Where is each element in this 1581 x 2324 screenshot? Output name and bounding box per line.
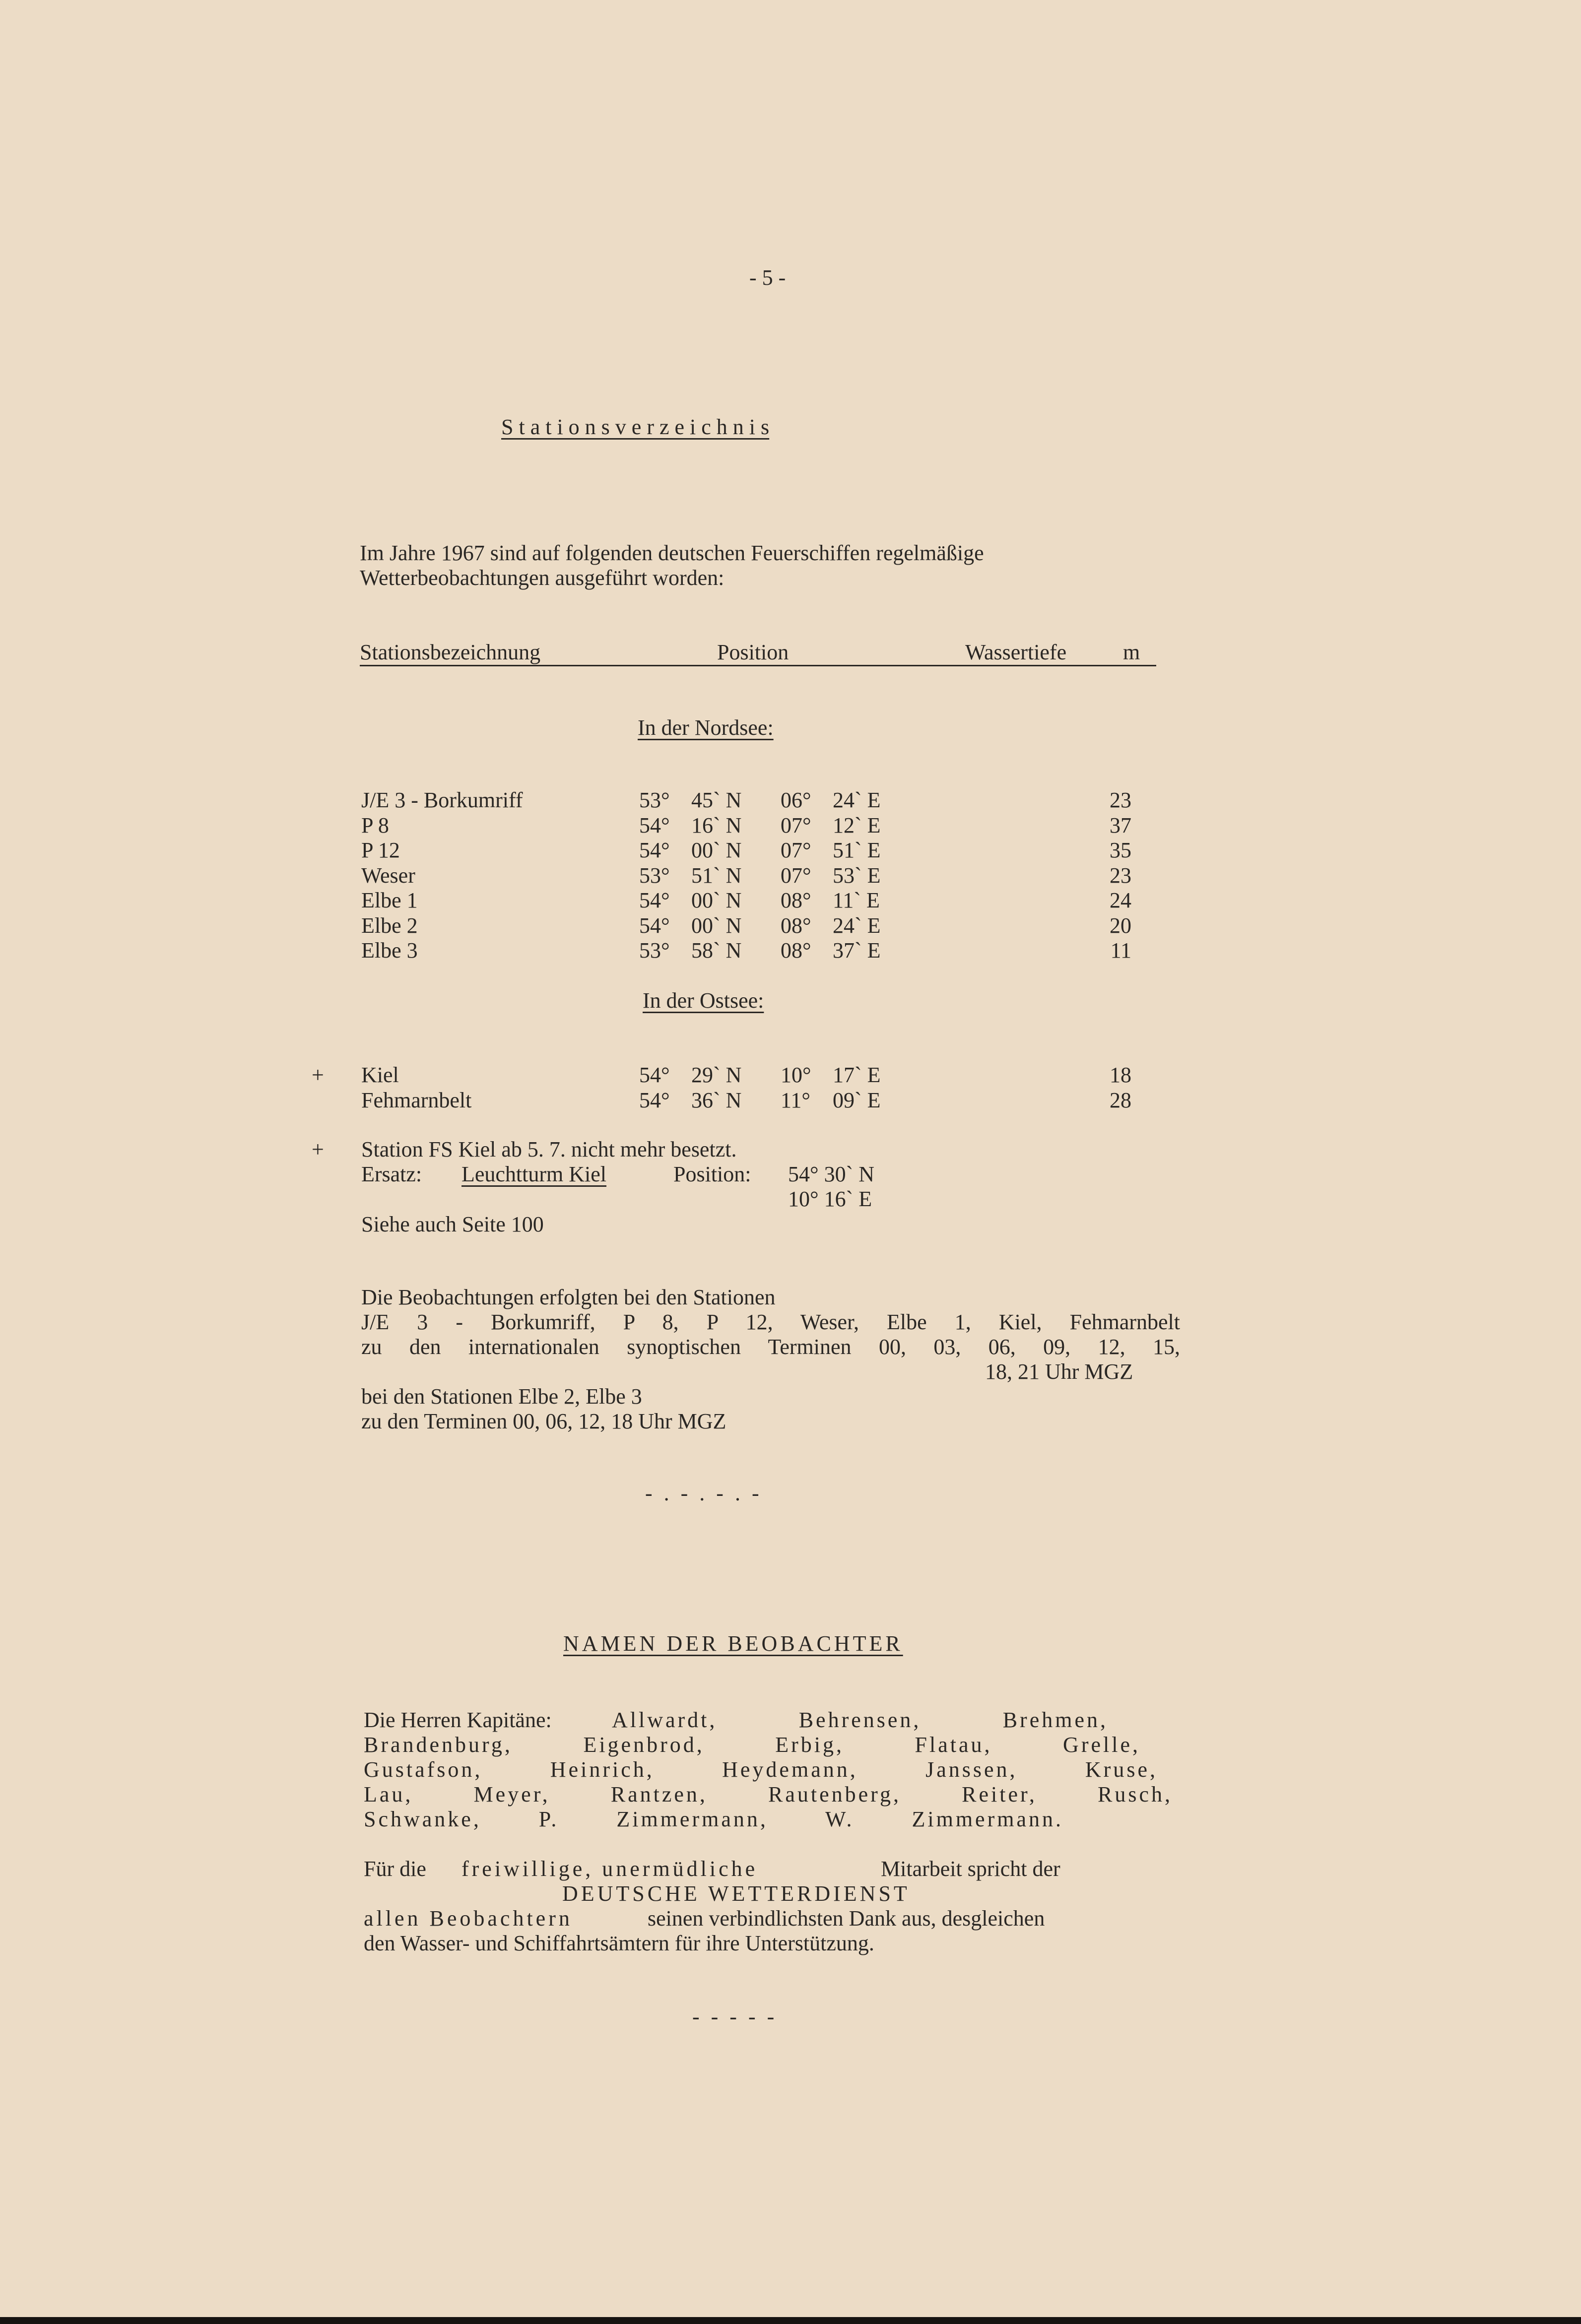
lat-minutes: 45` N bbox=[691, 788, 742, 812]
names-line-1: Allwardt, Behrensen, Brehmen, bbox=[612, 1708, 1108, 1732]
observations-line-6: zu den Terminen 00, 06, 12, 18 Uhr MGZ bbox=[361, 1409, 726, 1433]
note-ersatz-label: Ersatz: bbox=[361, 1162, 422, 1186]
table-row bbox=[0, 863, 1581, 888]
table-row bbox=[0, 1088, 1581, 1113]
lat-minutes: 36` N bbox=[691, 1088, 742, 1112]
thanks-line-3a: allen Beobachtern bbox=[364, 1906, 573, 1931]
lon-minutes: 37` E bbox=[833, 938, 881, 963]
lon-minutes: 12` E bbox=[833, 813, 881, 838]
note-pos-lat: 54° 30` N bbox=[788, 1162, 875, 1186]
page-number: - 5 - bbox=[749, 265, 786, 290]
lon-degrees: 07° bbox=[781, 813, 811, 838]
lat-degrees: 53° bbox=[639, 938, 670, 963]
names-prefix: Die Herren Kapitäne: bbox=[364, 1708, 552, 1732]
intro-line-2: Wetterbeobachtungen ausgeführt worden: bbox=[360, 566, 725, 590]
lon-minutes: 17` E bbox=[833, 1063, 881, 1087]
lat-minutes: 00` N bbox=[691, 838, 742, 862]
names-line-3: Gustafson, Heinrich, Heydemann, Janssen, Kruse, bbox=[364, 1757, 1158, 1782]
header-depth: Wassertiefe bbox=[965, 640, 1067, 664]
note-mark: + bbox=[312, 1137, 324, 1162]
lon-degrees: 06° bbox=[781, 788, 811, 812]
note-pos-lon: 10° 16` E bbox=[788, 1187, 872, 1211]
lon-degrees: 07° bbox=[781, 863, 811, 888]
station-name: Elbe 2 bbox=[361, 913, 418, 938]
intro-line-1: Im Jahre 1967 sind auf folgenden deutschen Feuerschiffen regelmäßige bbox=[360, 541, 984, 565]
note-see-also: Siehe auch Seite 100 bbox=[361, 1212, 544, 1236]
lon-minutes: 53` E bbox=[833, 863, 881, 888]
lat-degrees: 54° bbox=[639, 1088, 670, 1112]
table-row bbox=[0, 813, 1581, 838]
lon-minutes: 24` E bbox=[833, 913, 881, 938]
lat-degrees: 54° bbox=[639, 888, 670, 912]
scan-edge bbox=[0, 2317, 1581, 2324]
lon-degrees: 11° bbox=[781, 1088, 810, 1112]
station-name: P 8 bbox=[361, 813, 389, 838]
lon-degrees: 08° bbox=[781, 938, 811, 963]
header-rule bbox=[360, 665, 1156, 666]
water-depth: 23 bbox=[1110, 788, 1131, 812]
water-depth: 35 bbox=[1110, 838, 1131, 862]
table-row bbox=[0, 838, 1581, 863]
lat-minutes: 29` N bbox=[691, 1063, 742, 1087]
lon-degrees: 10° bbox=[781, 1063, 811, 1087]
lat-minutes: 00` N bbox=[691, 913, 742, 938]
thanks-line-4: den Wasser- und Schiffahrtsämtern für ihre Unterstützung. bbox=[364, 1931, 874, 1955]
water-depth: 23 bbox=[1110, 863, 1131, 888]
observations-line-1: Die Beobachtungen erfolgten bei den Stationen bbox=[361, 1285, 776, 1309]
lat-minutes: 58` N bbox=[691, 938, 742, 963]
lat-degrees: 54° bbox=[639, 1063, 670, 1087]
station-name: Weser bbox=[361, 863, 415, 888]
table-row bbox=[0, 938, 1581, 963]
table-row bbox=[0, 913, 1581, 938]
thanks-line-2: DEUTSCHE WETTERDIENST bbox=[562, 1881, 910, 1906]
lat-degrees: 53° bbox=[639, 863, 670, 888]
station-name: J/E 3 - Borkumriff bbox=[361, 788, 523, 812]
station-name: Fehmarnbelt bbox=[361, 1088, 472, 1112]
separator-2: - - - - - bbox=[692, 2004, 778, 2029]
water-depth: 11 bbox=[1110, 938, 1131, 963]
observations-line-3: zu den internationalen synoptischen Terminen 00, 03, 06, 09, 12, 15, bbox=[361, 1335, 1180, 1359]
lon-minutes: 51` E bbox=[833, 838, 881, 862]
lat-degrees: 54° bbox=[639, 838, 670, 862]
water-depth: 28 bbox=[1110, 1088, 1131, 1112]
lat-degrees: 54° bbox=[639, 813, 670, 838]
water-depth: 37 bbox=[1110, 813, 1131, 838]
names-line-4: Lau, Meyer, Rantzen, Rautenberg, Reiter, Rusch, bbox=[364, 1782, 1173, 1807]
lon-minutes: 24` E bbox=[833, 788, 881, 812]
header-unit: m bbox=[1123, 640, 1140, 664]
observations-line-5: bei den Stationen Elbe 2, Elbe 3 bbox=[361, 1384, 642, 1409]
page-title: S t a t i o n s v e r z e i c h n i s bbox=[501, 415, 770, 439]
lat-minutes: 16` N bbox=[691, 813, 742, 838]
station-name: Kiel bbox=[361, 1063, 399, 1087]
thanks-part-2: freiwillige, unermüdliche bbox=[461, 1857, 758, 1881]
observations-line-4: 18, 21 Uhr MGZ bbox=[985, 1359, 1133, 1384]
lon-minutes: 11` E bbox=[833, 888, 880, 912]
water-depth: 24 bbox=[1110, 888, 1131, 912]
thanks-line-3b: seinen verbindlichsten Dank aus, desgleichen bbox=[648, 1906, 1045, 1931]
section-heading-ostsee: In der Ostsee: bbox=[643, 988, 764, 1013]
lat-minutes: 51` N bbox=[691, 863, 742, 888]
note-line-1: Station FS Kiel ab 5. 7. nicht mehr besetzt. bbox=[361, 1137, 737, 1162]
station-name: Elbe 1 bbox=[361, 888, 418, 912]
observations-line-2: J/E 3 - Borkumriff, P 8, P 12, Weser, Elbe 1, Kiel, Fehmarnbelt bbox=[361, 1310, 1180, 1334]
lon-minutes: 09` E bbox=[833, 1088, 881, 1112]
lon-degrees: 07° bbox=[781, 838, 811, 862]
station-name: Elbe 3 bbox=[361, 938, 418, 963]
water-depth: 18 bbox=[1110, 1063, 1131, 1087]
lon-degrees: 08° bbox=[781, 888, 811, 912]
row-mark: + bbox=[312, 1063, 324, 1087]
thanks-part-3: Mitarbeit spricht der bbox=[881, 1857, 1060, 1881]
lon-degrees: 08° bbox=[781, 913, 811, 938]
names-heading: NAMEN DER BEOBACHTER bbox=[563, 1631, 903, 1656]
thanks-part-1: Für die bbox=[364, 1857, 426, 1881]
table-row bbox=[0, 888, 1581, 913]
note-position-label: Position: bbox=[673, 1162, 751, 1186]
header-position: Position bbox=[717, 640, 789, 664]
lat-degrees: 54° bbox=[639, 913, 670, 938]
table-row bbox=[0, 788, 1581, 813]
station-name: P 12 bbox=[361, 838, 400, 862]
separator-1: - . - . - . - bbox=[645, 1481, 762, 1505]
names-line-2: Brandenburg, Eigenbrod, Erbig, Flatau, Grelle, bbox=[364, 1733, 1140, 1757]
table-row bbox=[0, 1063, 1581, 1088]
note-ersatz-name: Leuchtturm Kiel bbox=[461, 1162, 607, 1186]
lat-degrees: 53° bbox=[639, 788, 670, 812]
lat-minutes: 00` N bbox=[691, 888, 742, 912]
section-heading-nordsee: In der Nordsee: bbox=[638, 715, 774, 740]
names-line-5: Schwanke, P. Zimmermann, W. Zimmermann. bbox=[364, 1807, 1063, 1831]
header-station: Stationsbezeichnung bbox=[360, 640, 541, 664]
water-depth: 20 bbox=[1110, 913, 1131, 938]
